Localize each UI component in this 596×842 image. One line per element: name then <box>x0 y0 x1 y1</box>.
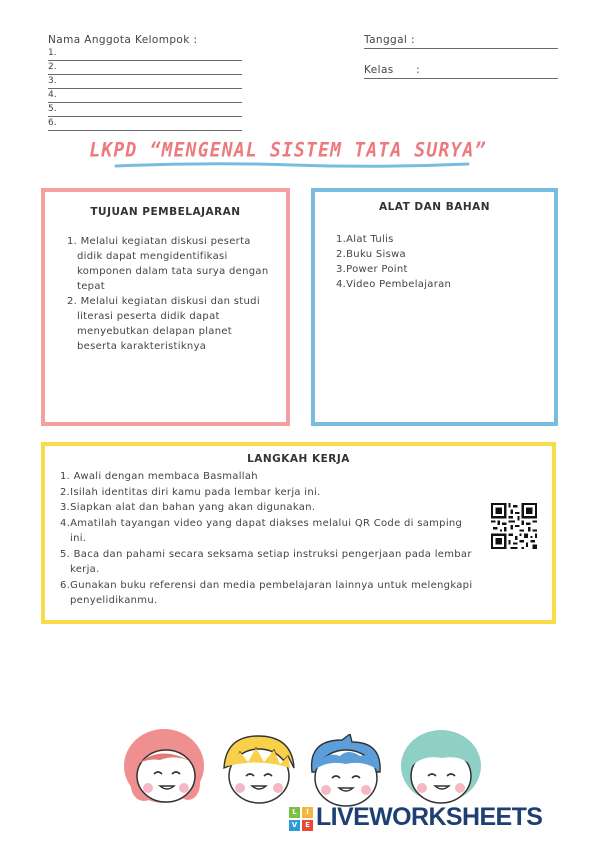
alat-list <box>336 232 536 292</box>
logo-letter: L <box>289 807 300 818</box>
list-item: 4.Video Pembelajaran <box>336 279 452 290</box>
langkah-heading: LANGKAH KERJA <box>247 453 350 465</box>
list-item: 2. Melalui kegiatan diskusi dan studi literasi peserta didik dapat menyebutkan delapan planet beserta karakteristiknya <box>67 296 260 352</box>
title-underline <box>114 160 470 170</box>
list-item: 1. Awali dengan membaca Basmallah <box>60 471 258 482</box>
members-label: Nama Anggota Kelompok : <box>48 34 198 46</box>
qr-code-icon[interactable] <box>491 503 537 549</box>
class-field[interactable] <box>364 64 558 79</box>
logo-letter: I <box>302 807 313 818</box>
logo-blocks <box>289 807 313 831</box>
member-number: 5. <box>48 104 57 114</box>
member-line-1[interactable] <box>48 47 242 61</box>
list-item: 3.Siapkan alat dan bahan yang akan digunakan. <box>60 502 316 513</box>
langkah-list <box>60 469 480 609</box>
liveworksheets-logo[interactable]: LIVEWORKSHEETS <box>316 803 543 831</box>
list-item: 1.Alat Tulis <box>336 234 394 245</box>
member-number: 4. <box>48 90 57 100</box>
list-item: 5. Baca dan pahami secara seksama setiap instruksi pengerjaan pada lembar kerja. <box>60 548 472 575</box>
logo-letter: V <box>289 820 300 831</box>
date-label: Tanggal : <box>364 34 415 46</box>
member-number: 2. <box>48 62 57 72</box>
list-item: 6.Gunakan buku referensi dan media pembelajaran lainnya untuk melengkapi penyelidikanmu. <box>60 579 473 606</box>
member-line-3[interactable] <box>48 75 242 89</box>
girl-face-icon <box>120 726 210 810</box>
member-number: 6. <box>48 118 57 128</box>
list-item: 3.Power Point <box>336 264 408 275</box>
kid-face-icon <box>304 734 388 810</box>
member-line-6[interactable] <box>48 117 242 131</box>
tujuan-box <box>41 188 290 426</box>
list-item: 1. Melalui kegiatan diskusi peserta didik dapat mengidentifikasi komponen dalam tata surya dengan tepat <box>67 236 269 292</box>
class-label: Kelas : <box>364 64 421 76</box>
page-title: LKPD “MENGENAL SISTEM TATA SURYA” <box>89 138 487 163</box>
langkah-box <box>41 442 556 624</box>
member-number: 3. <box>48 76 57 86</box>
list-item: 2.Buku Siswa <box>336 249 406 260</box>
list-item: 4.Amatilah tayangan video yang dapat diakses melalui QR Code di samping ini. <box>60 517 463 544</box>
member-line-2[interactable] <box>48 61 242 75</box>
list-item: 2.Isilah identitas diri kamu pada lembar kerja ini. <box>60 486 321 498</box>
alat-box <box>311 188 558 426</box>
tujuan-list <box>67 234 272 354</box>
member-line-5[interactable] <box>48 103 242 117</box>
alat-heading: ALAT DAN BAHAN <box>378 201 491 213</box>
teal-kid-face-icon <box>398 728 484 808</box>
boy-face-icon <box>218 732 300 808</box>
member-line-4[interactable] <box>48 89 242 103</box>
date-field[interactable] <box>364 34 558 49</box>
member-number: 1. <box>48 48 57 58</box>
logo-letter: E <box>302 820 313 831</box>
tujuan-heading: TUJUAN PEMBELAJARAN <box>90 206 241 218</box>
